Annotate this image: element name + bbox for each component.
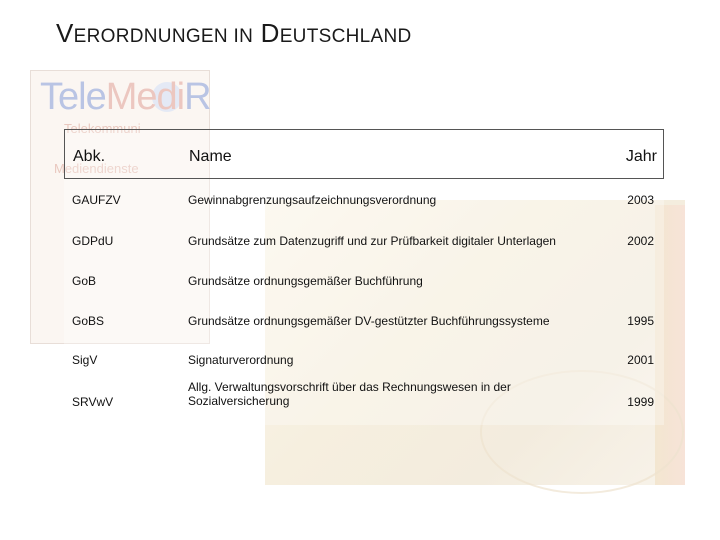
table-row: [64, 314, 664, 354]
logo-subtitle-2: Mediendienste: [54, 161, 139, 176]
table-body: [64, 179, 664, 425]
header-jahr: Jahr: [625, 148, 657, 165]
cell-abk: SigV: [72, 353, 98, 367]
header-abk: Abk.: [73, 148, 106, 165]
table-row: [64, 274, 664, 314]
table-row: [64, 380, 664, 425]
cell-jahr: 1999: [627, 395, 654, 409]
cell-jahr: 1995: [627, 314, 654, 328]
table-header: [64, 129, 664, 179]
title-part-2: EUTSCHLAND: [279, 26, 412, 47]
title-initial-1: V: [56, 18, 74, 48]
header-name: Name: [189, 148, 232, 165]
cell-abk: SRVwV: [72, 395, 114, 409]
cell-name: Allg. Verwaltungsvorschrift über das Rechnungswesen in der Sozialversicherung: [188, 380, 511, 408]
cell-jahr: 2003: [627, 193, 654, 207]
title-part-1: ERORDNUNGEN IN: [73, 26, 254, 47]
cell-abk: GoBS: [72, 314, 105, 328]
table-row: [64, 234, 664, 274]
cell-name: Signaturverordnung: [188, 353, 294, 367]
cell-jahr: 2001: [627, 353, 654, 367]
cell-abk: GoB: [72, 274, 97, 288]
cell-name: Grundsätze zum Datenzugriff und zur Prüfbarkeit digitaler Unterlagen: [188, 234, 556, 248]
logo-subtitle-1: Telekommuni: [64, 121, 141, 136]
regulations-table: [64, 129, 664, 425]
cell-jahr: 2002: [627, 234, 654, 248]
telemedia-logo: TeleMediR: [40, 76, 211, 118]
cell-abk: GAUFZV: [72, 193, 121, 207]
table-row: [64, 193, 664, 233]
cell-name: Grundsätze ordnungsgemäßer DV-gestützter Buchführungssysteme: [188, 314, 550, 328]
title-initial-2: D: [260, 18, 280, 48]
cell-name: Grundsätze ordnungsgemäßer Buchführung: [188, 274, 423, 288]
slide-title: [56, 18, 412, 49]
cell-name: Gewinnabgrenzungsaufzeichnungsverordnung: [188, 193, 437, 207]
cell-abk: GDPdU: [72, 234, 114, 248]
